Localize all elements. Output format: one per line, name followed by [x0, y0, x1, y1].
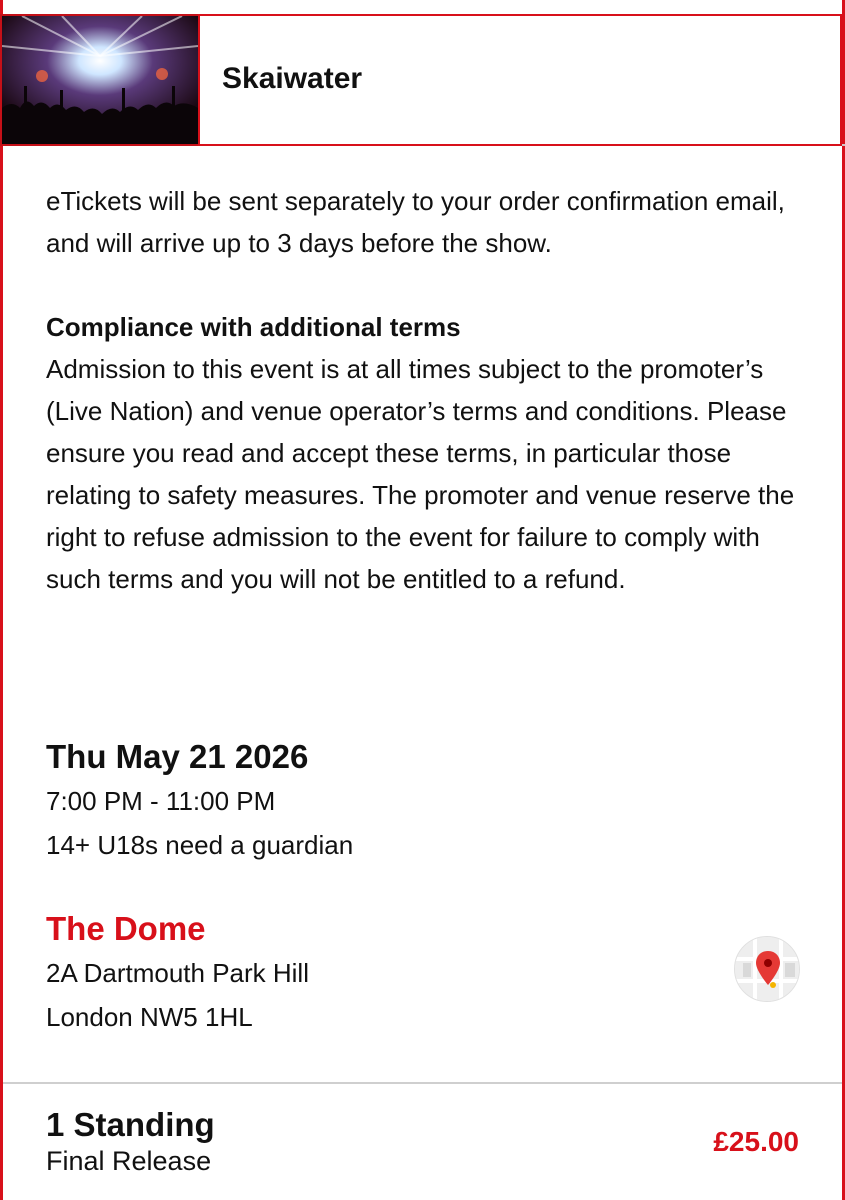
eticket-note: eTickets will be sent separately to your order confirmation email, and will arrive up to 3 days before the show. [46, 186, 785, 258]
frame-left-border [0, 0, 3, 1200]
venue-address-line1: 2A Dartmouth Park Hill [46, 958, 309, 988]
age-restriction: 14+ U18s need a guardian [46, 830, 354, 860]
venue-name[interactable]: The Dome [46, 910, 206, 947]
event-title: Skaiwater [222, 62, 363, 95]
event-title-box[interactable] [198, 14, 842, 146]
map-pin-icon[interactable] [734, 936, 800, 1002]
ticket-price: £25.00 [713, 1126, 799, 1157]
event-time: 7:00 PM - 11:00 PM [46, 786, 276, 816]
concert-crowd-image [0, 14, 200, 146]
ticket-divider [3, 1082, 842, 1084]
compliance-heading: Compliance with additional terms [46, 312, 461, 342]
venue-address-line2: London NW5 1HL [46, 1002, 253, 1032]
event-header [0, 0, 845, 146]
event-date: Thu May 21 2026 [46, 738, 309, 775]
ticket-release: Final Release [46, 1146, 212, 1176]
compliance-text: Admission to this event is at all times subject to the promoter’s (Live Nation) and venue operator’s terms and conditions. Please ensure you read and accept these terms, in particular those relating to safety measures. The promoter and venue reserve the right to refuse admission to the event for failure to comply with such terms and you will not be entitled to a refund. [46, 354, 795, 594]
event-info [46, 180, 806, 600]
ticket-count: 1 Standing [46, 1106, 215, 1143]
